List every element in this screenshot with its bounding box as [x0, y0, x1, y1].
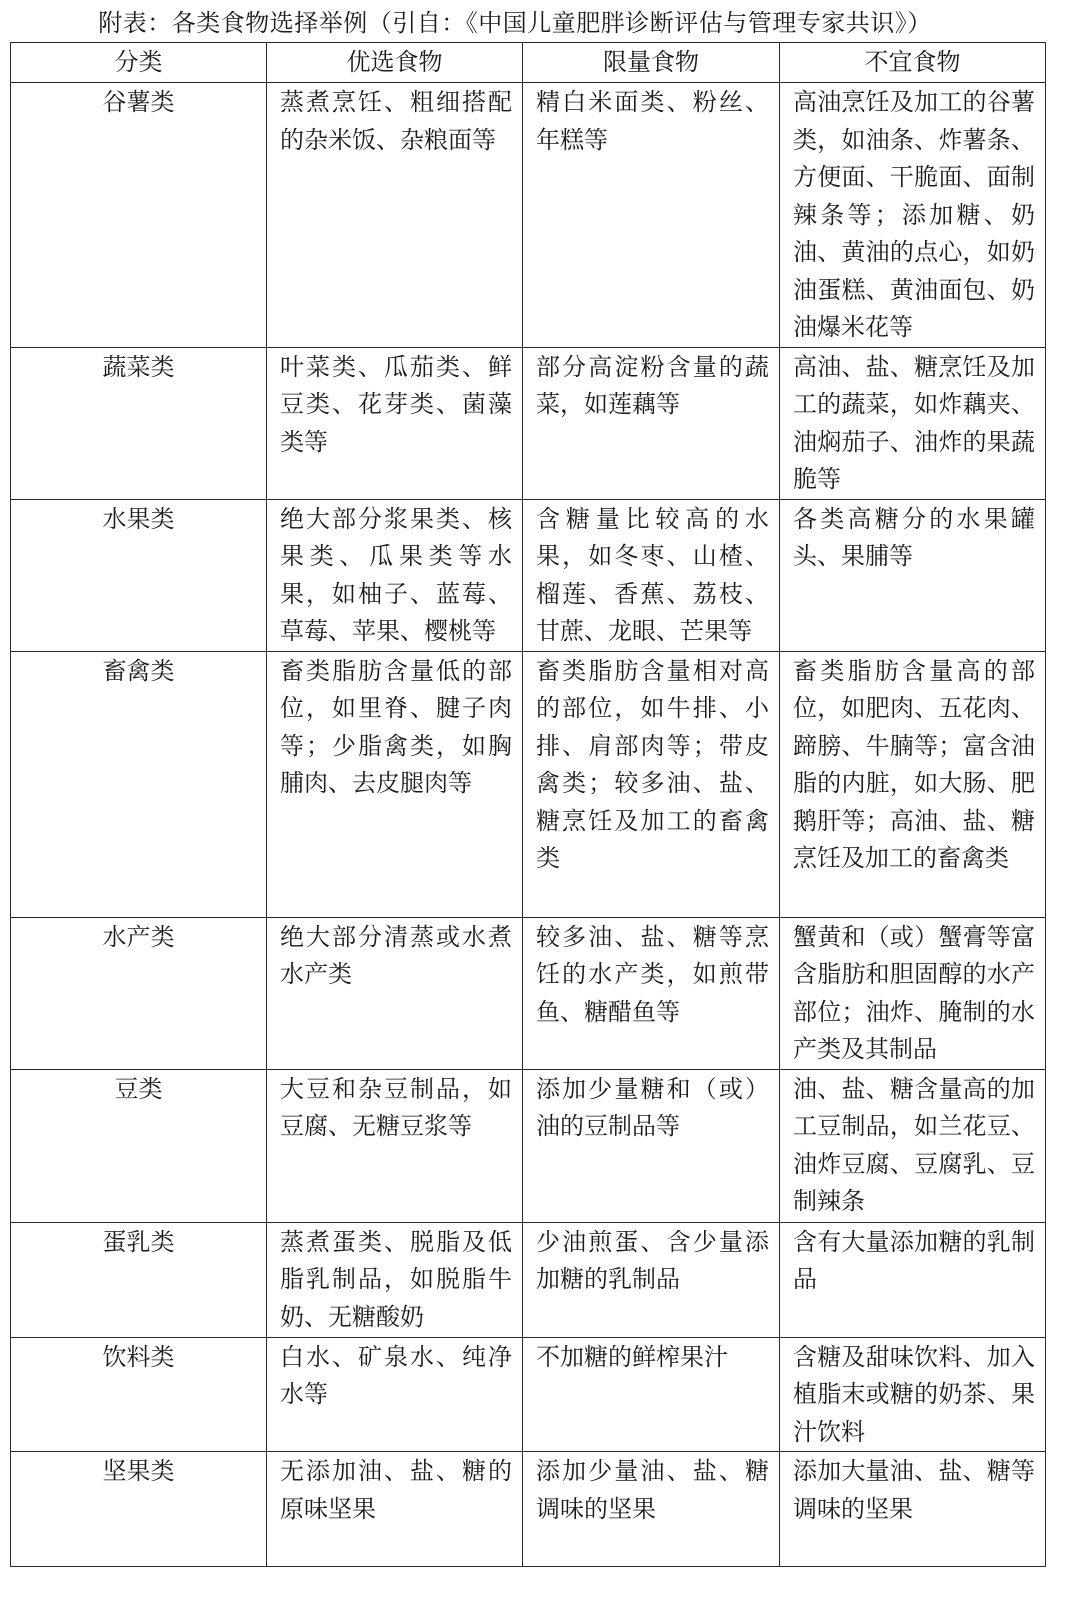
preferred-cell: 白水、矿泉水、纯净水等 [267, 1337, 523, 1452]
header-category: 分类 [11, 43, 267, 83]
preferred-cell: 蒸煮烹饪、粗细搭配的杂米饭、杂粮面等 [267, 83, 523, 348]
category-cell: 饮料类 [11, 1337, 267, 1452]
limited-cell: 添加少量糖和（或）油的豆制品等 [523, 1069, 780, 1222]
page-title: 附表：各类食物选择举例（引自：《中国儿童肥胖诊断评估与管理专家共识》） [98, 9, 932, 37]
table-row [11, 1222, 1046, 1337]
preferred-cell: 叶菜类、瓜茄类、鲜豆类、花芽类、菌藻类等 [267, 347, 523, 499]
avoid-cell: 高油烹饪及加工的谷薯类，如油条、炸薯条、方便面、干脆面、面制辣条等；添加糖、奶油、黄油的点心，如奶油蛋糕、黄油面包、奶油爆米花等 [780, 83, 1046, 348]
limited-cell: 较多油、盐、糖等烹饪的水产类，如煎带鱼、糖醋鱼等 [523, 917, 780, 1069]
avoid-cell: 各类高糖分的水果罐头、果脯等 [780, 499, 1046, 651]
avoid-cell: 高油、盐、糖烹饪及加工的蔬菜，如炸藕夹、油焖茄子、油炸的果蔬脆等 [780, 347, 1046, 499]
avoid-cell: 油、盐、糖含量高的加工豆制品，如兰花豆、油炸豆腐、豆腐乳、豆制辣条 [780, 1069, 1046, 1222]
preferred-cell: 绝大部分浆果类、核果类、瓜果类等水果，如柚子、蓝莓、草莓、苹果、樱桃等 [267, 499, 523, 651]
preferred-cell: 无添加油、盐、糖的原味坚果 [267, 1452, 523, 1567]
category-cell: 畜禽类 [11, 651, 267, 917]
category-cell: 豆类 [11, 1069, 267, 1222]
preferred-cell: 绝大部分清蒸或水煮水产类 [267, 917, 523, 1069]
category-cell: 水果类 [11, 499, 267, 651]
category-cell: 蔬菜类 [11, 347, 267, 499]
table-row [11, 917, 1046, 1069]
avoid-cell: 蟹黄和（或）蟹膏等富含脂肪和胆固醇的水产部位；油炸、腌制的水产类及其制品 [780, 917, 1046, 1069]
category-cell: 谷薯类 [11, 83, 267, 348]
table-header-row [11, 43, 1046, 83]
avoid-cell: 含有大量添加糖的乳制品 [780, 1222, 1046, 1337]
header-preferred: 优选食物 [267, 43, 523, 83]
category-cell: 水产类 [11, 917, 267, 1069]
preferred-cell: 畜类脂肪含量低的部位，如里脊、腱子肉等；少脂禽类，如胸脯肉、去皮腿肉等 [267, 651, 523, 917]
preferred-cell: 蒸煮蛋类、脱脂及低脂乳制品，如脱脂牛奶、无糖酸奶 [267, 1222, 523, 1337]
table-row [11, 1452, 1046, 1567]
limited-cell: 添加少量油、盐、糖调味的坚果 [523, 1452, 780, 1567]
limited-cell: 精白米面类、粉丝、年糕等 [523, 83, 780, 348]
limited-cell: 畜类脂肪含量相对高的部位，如牛排、小排、肩部肉等；带皮禽类；较多油、盐、糖烹饪及加工的畜禽类 [523, 651, 780, 917]
table-row [11, 499, 1046, 651]
limited-cell: 含糖量比较高的水果，如冬枣、山楂、榴莲、香蕉、荔枝、甘蔗、龙眼、芒果等 [523, 499, 780, 651]
avoid-cell: 添加大量油、盐、糖等调味的坚果 [780, 1452, 1046, 1567]
header-limited: 限量食物 [523, 43, 780, 83]
header-avoid: 不宜食物 [780, 43, 1046, 83]
limited-cell: 部分高淀粉含量的蔬菜，如莲藕等 [523, 347, 780, 499]
category-cell: 蛋乳类 [11, 1222, 267, 1337]
table-row [11, 347, 1046, 499]
table-row [11, 651, 1046, 917]
limited-cell: 不加糖的鲜榨果汁 [523, 1337, 780, 1452]
food-selection-table [10, 42, 1046, 1567]
table-row [11, 83, 1046, 348]
category-cell: 坚果类 [11, 1452, 267, 1567]
limited-cell: 少油煎蛋、含少量添加糖的乳制品 [523, 1222, 780, 1337]
table-row [11, 1337, 1046, 1452]
preferred-cell: 大豆和杂豆制品，如豆腐、无糖豆浆等 [267, 1069, 523, 1222]
avoid-cell: 含糖及甜味饮料、加入植脂末或糖的奶茶、果汁饮料 [780, 1337, 1046, 1452]
table-row [11, 1069, 1046, 1222]
avoid-cell: 畜类脂肪含量高的部位，如肥肉、五花肉、蹄膀、牛腩等；富含油脂的内脏，如大肠、肥鹅肝等；高油、盐、糖烹饪及加工的畜禽类 [780, 651, 1046, 917]
